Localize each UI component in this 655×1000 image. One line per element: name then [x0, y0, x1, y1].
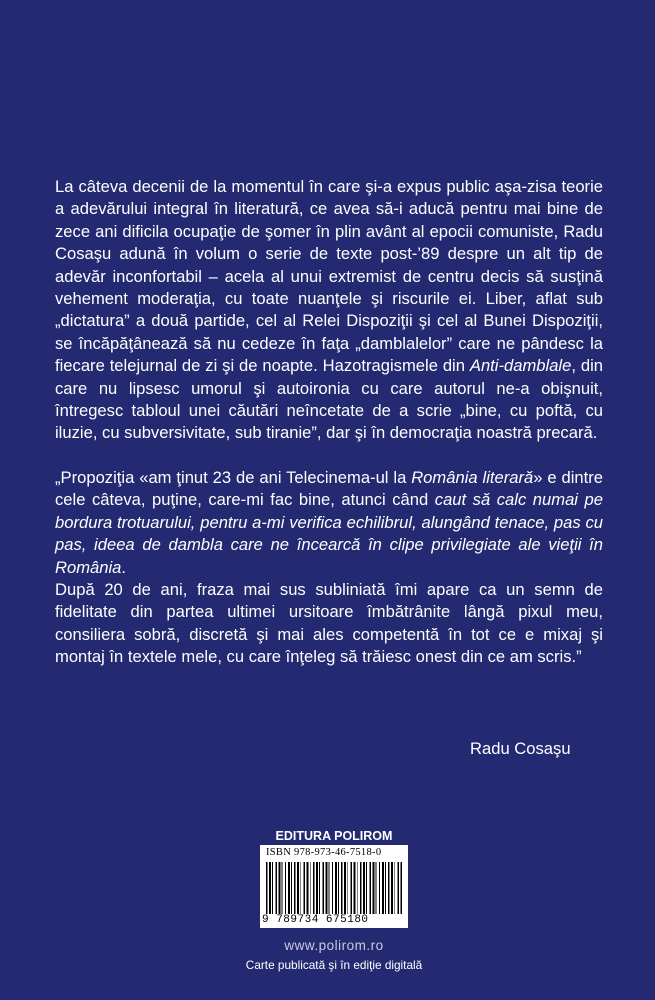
- blurb-text: , din care nu lipsesc umorul şi autoironia cu care autorul ne-a obişnuit, întregesc tabloul unei căutări neîncetate de a scrie „bine, cu poftă, cu iluzie, cu subversivitate, sub tiranie”, dar şi în democraţia noastră precară.: [55, 356, 603, 443]
- blurb-paragraph-1: [55, 176, 603, 445]
- isbn-barcode: [260, 845, 408, 928]
- author-signature: Radu Cosaşu: [470, 739, 571, 758]
- isbn-number: ISBN 978-973-46-7518-0: [266, 847, 382, 858]
- quote-text: „Propoziţia «am ţinut 23 de ani Telecinema-ul la: [55, 467, 412, 487]
- blurb-text: La câteva decenii de la momentul în care şi-a expus public aşa-zisa teorie a adevărului integral în literatură, ce avea să-i aducă pentru mai bine de zece ani dificila ocupaţie de şomer în plin avânt al epocii comuniste, Radu Cosaşu adună în volum o serie de texte post-’89 despre un alt tip de adevăr inconfortabil – acela al unui extremist de centru decis să susţină vehement moderaţia, cu toate nuanţele şi riscurile ei. Liber, aflat sub „dictatura” a două partide, cel al Relei Dispoziţii şi cel al Bunei Dispoziţii, se încăpăţânează să nu cedeze în faţa „damblalelor” care ne pândesc la fiecare telejurnal de zi şi de noapte. Hazotragismele din: [55, 177, 603, 376]
- author-quote: [55, 467, 603, 579]
- publisher-website: www.polirom.ro: [284, 938, 384, 953]
- quote-text: .: [121, 557, 127, 577]
- digital-edition-note: Carte publicată şi în ediţie digitală: [245, 958, 423, 972]
- journal-name: România literară: [411, 467, 534, 487]
- quote-highlight: caut să calc numai pe bordura trotuarului, pentru a-mi verifica echilibrul, alungând tenace, pas cu pas, ideea de dambla care ne încearcă în clipe privilegiate ale vieţii în România: [55, 490, 603, 577]
- barcode-digits: 9 789734 675180: [262, 914, 369, 926]
- back-cover-blurb: [55, 176, 603, 669]
- publisher-name: EDITURA POLIROM: [275, 829, 393, 843]
- blurb-paragraph-3: După 20 de ani, fraza mai sus subliniată îmi apare ca un semn de fidelitate din partea ultimei ursitoare îmbătrânite lângă pixul meu, consiliera sobră, discretă şi mai ales competentă în tot ce e mixaj şi montaj în textele mele, cu care înţeleg să trăiesc onest din ce am scris.”: [55, 579, 603, 667]
- quote-text: » e dintre cele câteva, puţine, care-mi fac bine, atunci când: [55, 467, 603, 510]
- book-title: Anti-damblale: [469, 356, 572, 376]
- barcode-icon: [266, 862, 402, 914]
